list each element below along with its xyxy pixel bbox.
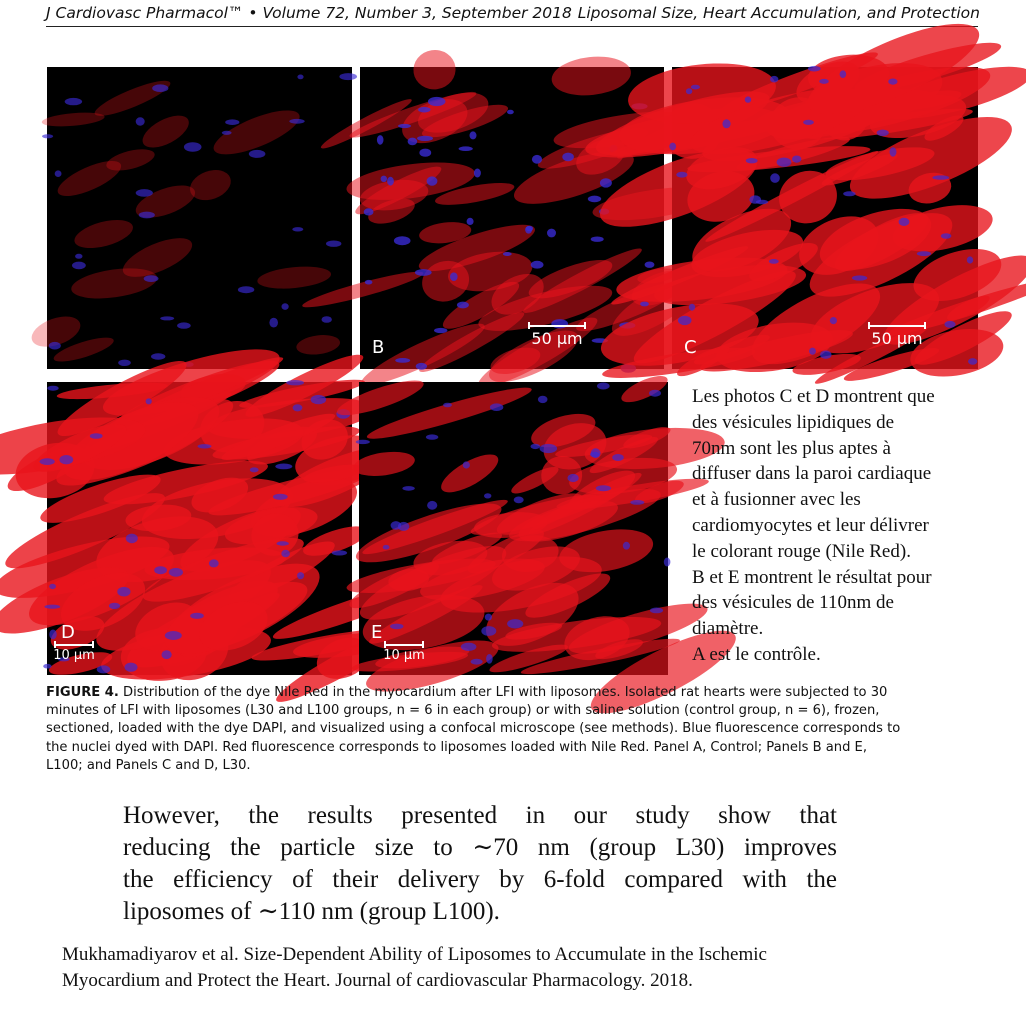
header-rule [46,26,978,27]
annotation-line: des vésicules lipidiques de [692,411,895,433]
scale-label-b: 50 μm [531,329,583,348]
quoted-excerpt [123,800,837,928]
citation [62,942,767,994]
panel-label-d: D [61,622,75,643]
annotation-line: cardiomyocytes et leur délivrer [692,514,929,536]
micrograph-a-image [47,67,352,369]
annotation-line: diffuser dans la paroi cardiaque [692,463,932,485]
annotation-line: diamètre. [692,618,764,640]
panel-label-b: B [372,337,385,358]
micrograph-panel-d [47,382,352,675]
panel-label-e: E [371,622,383,643]
caption-line: Distribution of the dye Nile Red in the myocardium after LFI with liposomes. Isolated rat hearts were subjected to 30 [118,685,888,700]
caption-line: sectioned, loaded with the dye DAPI, and visualized using a confocal microscope (see methods). Blue fluorescence corresponds to [46,721,901,737]
micrograph-panel-c [672,67,978,369]
scale-bar-d [51,644,97,663]
annotation-line: 70nm sont les plus aptes à [692,437,891,459]
scale-bar-b [522,325,592,348]
annotation-line: Les photos C et D montrent que [692,386,935,407]
caption-line: L100; and Panels C and D, L30. [46,757,251,773]
micrograph-panel-a [47,67,352,369]
micrograph-e-image [359,382,668,675]
caption-lead: FIGURE 4. [46,685,119,700]
annotation-line: et à fusionner avec les [692,489,861,511]
scale-label-e: 10 μm [383,648,425,663]
annotation-line: A est le contrôle. [692,643,821,665]
citation-line: Mukhamadiyarov et al. Size-Dependent Ability of Liposomes to Accumulate in the Ischemic [62,944,767,965]
journal-header: J Cardiovasc Pharmacol™ • Volume 72, Number 3, September 2018 [46,4,572,22]
article-short-title: Liposomal Size, Heart Accumulation, and Protection [577,4,980,22]
scale-bar-c [862,325,932,348]
quote-line: However, the results presented in our study show that [123,802,837,829]
scale-bar-e [381,644,427,663]
figure-caption [46,684,982,775]
quote-line: liposomes of ∼110 nm (group L100). [123,898,500,925]
annotation-line: B et E montrent le résultat pour [692,566,932,588]
panel-label-c: C [684,337,697,358]
scale-label-d: 10 μm [53,648,95,663]
quote-line: reducing the particle size to ∼70 nm (group L30) improves [123,834,837,861]
micrograph-d-image [47,382,352,675]
scale-label-c: 50 μm [871,329,923,348]
annotation-line: le colorant rouge (Nile Red). [692,540,911,562]
french-annotation [692,384,1002,668]
micrograph-c-image [672,67,978,369]
micrograph-panel-e [359,382,668,675]
annotation-line: des vésicules de 110nm de [692,592,894,614]
caption-line: minutes of LFI with liposomes (L30 and L100 groups, n = 6 in each group) or with saline solution (control group, n = 6), frozen, [46,703,880,719]
citation-line: Myocardium and Protect the Heart. Journal of cardiovascular Pharmacology. 2018. [62,970,693,991]
caption-line: the nuclei dyed with DAPI. Red fluorescence corresponds to liposomes loaded with Nile Red. Panel A, Control; Panels B and E, [46,739,867,755]
quote-line: the efficiency of their delivery by 6-fold compared with the [123,866,837,893]
